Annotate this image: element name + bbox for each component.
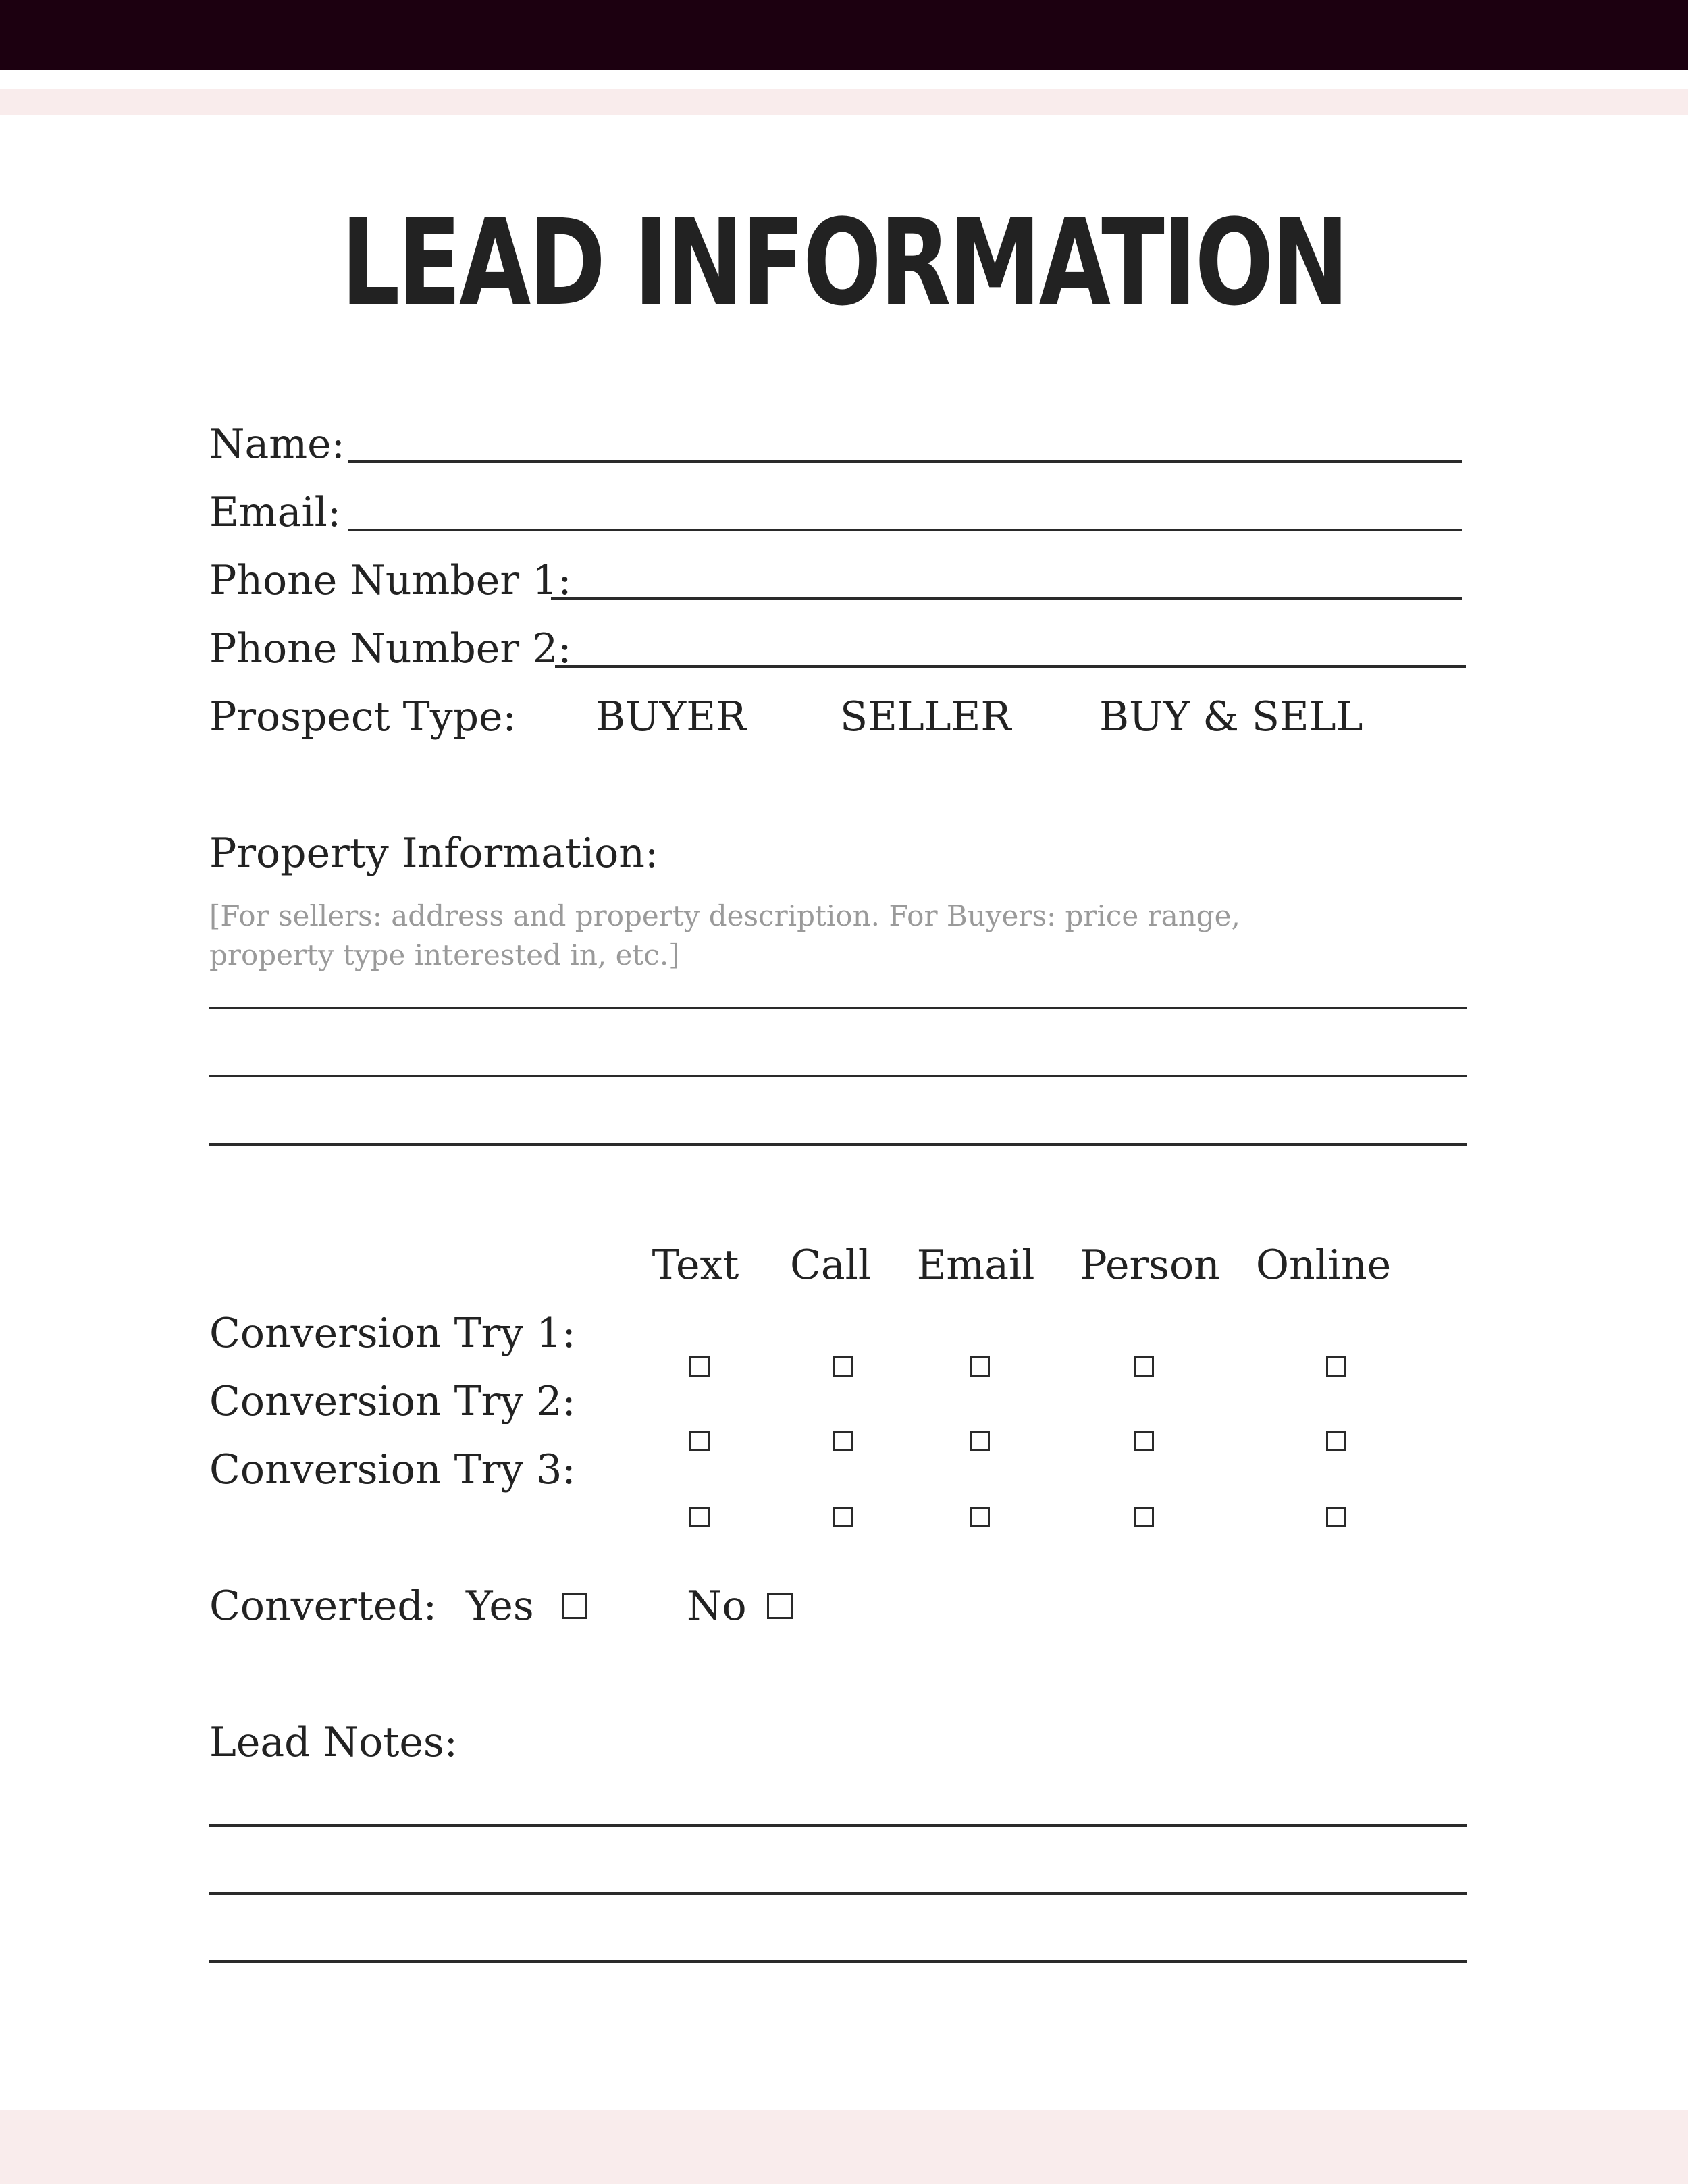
try1-call-checkbox[interactable] xyxy=(833,1356,853,1377)
try2-call-checkbox[interactable] xyxy=(833,1431,853,1451)
prospect-option-buy-sell[interactable]: BUY & SELL xyxy=(1099,693,1363,741)
try3-person-checkbox[interactable] xyxy=(1134,1507,1154,1527)
email-label: Email: xyxy=(209,489,342,536)
column-call: Call xyxy=(789,1242,872,1289)
try1-email-checkbox[interactable] xyxy=(970,1356,990,1377)
try1-person-checkbox[interactable] xyxy=(1134,1356,1154,1377)
try2-person-checkbox[interactable] xyxy=(1134,1431,1154,1451)
try3-call-checkbox[interactable] xyxy=(833,1507,853,1527)
try2-online-checkbox[interactable] xyxy=(1326,1431,1346,1451)
conversion-try-1-label: Conversion Try 1: xyxy=(209,1310,576,1357)
property-hint-line1: [For sellers: address and property description. For Buyers: price range, xyxy=(209,899,1240,932)
prospect-option-buyer[interactable]: BUYER xyxy=(596,693,747,741)
phone2-label: Phone Number 2: xyxy=(209,625,572,672)
name-label: Name: xyxy=(209,421,345,468)
try3-online-checkbox[interactable] xyxy=(1326,1507,1346,1527)
notes-line-2[interactable] xyxy=(209,1892,1467,1895)
converted-label: Converted: xyxy=(209,1582,438,1630)
column-person: Person xyxy=(1080,1242,1220,1289)
column-text: Text xyxy=(652,1242,739,1289)
property-info-label: Property Information: xyxy=(209,830,659,877)
try3-email-checkbox[interactable] xyxy=(970,1507,990,1527)
lead-notes-label: Lead Notes: xyxy=(209,1719,458,1766)
converted-no-checkbox[interactable] xyxy=(767,1593,793,1619)
converted-yes-label: Yes xyxy=(466,1582,534,1630)
property-line-3[interactable] xyxy=(209,1143,1467,1146)
notes-line-3[interactable] xyxy=(209,1960,1467,1963)
top-bar xyxy=(0,0,1688,70)
phone1-label: Phone Number 1: xyxy=(209,557,572,604)
page-title: LEAD INFORMATION xyxy=(341,194,1347,332)
bottom-band xyxy=(0,2110,1688,2184)
converted-no-label: No xyxy=(687,1582,747,1630)
try1-text-checkbox[interactable] xyxy=(689,1356,710,1377)
column-email: Email xyxy=(916,1242,1035,1289)
prospect-option-seller[interactable]: SELLER xyxy=(840,693,1011,741)
column-online: Online xyxy=(1255,1242,1392,1289)
phone1-input-line[interactable] xyxy=(551,597,1462,600)
try3-text-checkbox[interactable] xyxy=(689,1507,710,1527)
notes-line-1[interactable] xyxy=(209,1824,1467,1827)
try2-text-checkbox[interactable] xyxy=(689,1431,710,1451)
converted-yes-checkbox[interactable] xyxy=(562,1593,587,1619)
property-line-2[interactable] xyxy=(209,1075,1467,1077)
try2-email-checkbox[interactable] xyxy=(970,1431,990,1451)
email-input-line[interactable] xyxy=(348,529,1462,531)
conversion-try-2-label: Conversion Try 2: xyxy=(209,1378,576,1425)
property-line-1[interactable] xyxy=(209,1007,1467,1009)
top-stripe xyxy=(0,89,1688,115)
name-input-line[interactable] xyxy=(348,460,1462,463)
phone2-input-line[interactable] xyxy=(555,665,1466,668)
try1-online-checkbox[interactable] xyxy=(1326,1356,1346,1377)
conversion-try-3-label: Conversion Try 3: xyxy=(209,1446,576,1493)
prospect-type-label: Prospect Type: xyxy=(209,693,517,741)
property-hint-line2: property type interested in, etc.] xyxy=(209,938,680,971)
